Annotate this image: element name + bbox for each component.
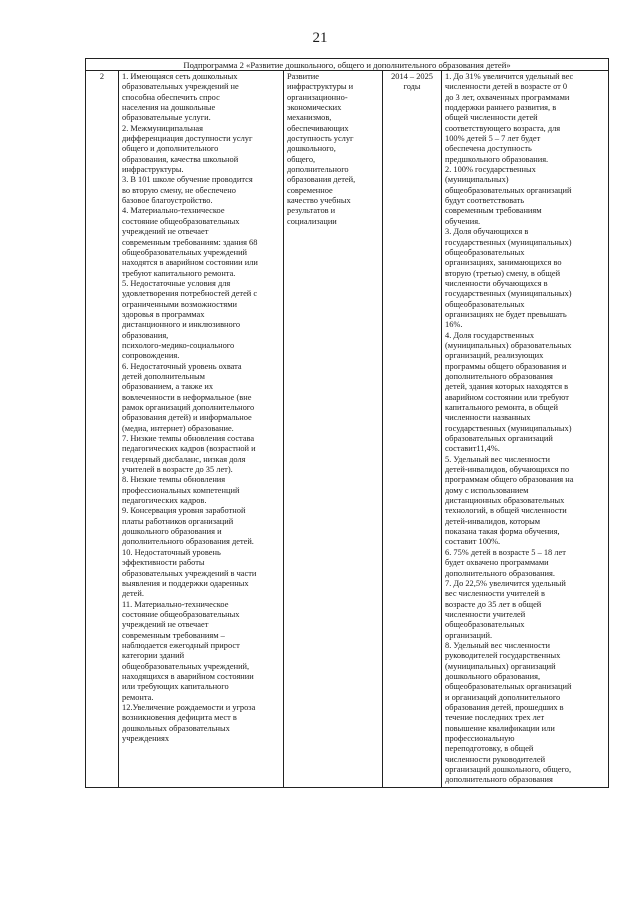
result-line: организациях, занимающихся во bbox=[445, 258, 562, 268]
problem-line: современным требованиям: здания 68 bbox=[122, 237, 258, 247]
problem-line: гендерный дисбаланс, низкая доля bbox=[122, 454, 246, 464]
result-line: до 3 лет, охваченных программами bbox=[445, 92, 570, 102]
problem-line: общего и дополнительного bbox=[122, 144, 219, 154]
result-line: детей-инвалидов, которым bbox=[445, 516, 541, 526]
direction-cell bbox=[284, 71, 383, 788]
subprogram-title: Подпрограмма 2 «Развитие дошкольного, общего и дополнительного образования детей» bbox=[86, 59, 609, 71]
result-line: 16%. bbox=[445, 320, 463, 330]
result-line: аварийном состоянии или требуют bbox=[445, 392, 569, 402]
result-line: соответствующего возраста, для bbox=[445, 123, 561, 133]
result-line: детей-инвалидов, обучающихся по bbox=[445, 465, 570, 475]
result-line: (муниципальных) bbox=[445, 175, 509, 185]
problem-line: находящихся в аварийном состоянии bbox=[122, 671, 254, 681]
result-line: составит11,4%. bbox=[445, 444, 500, 454]
result-line: профессиональную bbox=[445, 734, 515, 743]
result-line: 7. До 22,5% увеличится удельный bbox=[445, 578, 566, 588]
result-line: обучения. bbox=[445, 216, 481, 226]
result-line: организаций. bbox=[445, 630, 493, 640]
problem-line: педагогических кадров (возрастной и bbox=[122, 444, 256, 454]
result-line: государственных (муниципальных) bbox=[445, 237, 572, 247]
results-cell bbox=[442, 71, 609, 788]
result-line: вторую (третью) смену, в общей bbox=[445, 268, 561, 278]
result-line: и организаций дополнительного bbox=[445, 692, 561, 702]
problem-line: 7. Низкие темпы обновления состава bbox=[122, 434, 255, 444]
table-row bbox=[86, 71, 609, 788]
problems-cell bbox=[119, 71, 284, 788]
direction-line: Развитие bbox=[287, 72, 319, 81]
problem-line: населения на дошкольные bbox=[122, 103, 216, 113]
problem-line: базовое благоустройство. bbox=[122, 196, 213, 206]
direction-line: современное bbox=[287, 185, 333, 195]
problem-line: во вторую смену, не обеспечено bbox=[122, 185, 236, 195]
direction-line: результатов и bbox=[287, 206, 336, 216]
result-line: составит 100%. bbox=[445, 537, 501, 547]
result-line: поддержки раннего развития, в bbox=[445, 103, 557, 113]
problem-line: образовательные услуги. bbox=[122, 113, 211, 123]
problem-line: дошкольных образовательных bbox=[122, 723, 230, 733]
problem-line: или требующих капитального bbox=[122, 682, 229, 692]
result-line: руководителей государственных bbox=[445, 651, 561, 661]
problem-line: детей дополнительным bbox=[122, 371, 205, 381]
result-line: общеобразовательных организаций bbox=[445, 682, 572, 692]
problem-line: 12.Увеличение рождаемости и угроза bbox=[122, 702, 256, 712]
problem-line: платы работников организаций bbox=[122, 516, 234, 526]
problem-line: состояние общеобразовательных bbox=[122, 609, 240, 619]
problem-line: наблюдается ежегодный прирост bbox=[122, 640, 240, 650]
result-line: государственных (муниципальных) bbox=[445, 423, 572, 433]
result-line: организаций дошкольного, общего, bbox=[445, 765, 572, 775]
problem-line: инфраструктуры. bbox=[122, 165, 184, 175]
result-line: дошкольного образования, bbox=[445, 671, 541, 681]
period-cell bbox=[383, 71, 442, 788]
problem-line: дошкольного образования и bbox=[122, 527, 222, 537]
result-line: будут соответствовать bbox=[445, 196, 525, 206]
direction-line: дополнительного bbox=[287, 165, 349, 175]
problem-line: образовательных учреждений в части bbox=[122, 568, 257, 578]
result-line: организациях не будет превышать bbox=[445, 309, 567, 319]
direction-line: качество учебных bbox=[287, 196, 351, 206]
problem-line: образования, качества школьной bbox=[122, 154, 239, 164]
subprogram-header-row bbox=[86, 59, 609, 71]
page-number: 21 bbox=[312, 30, 328, 46]
result-line: обеспечена доступность bbox=[445, 144, 532, 154]
result-line: численности детей в возрасте от 0 bbox=[445, 82, 568, 92]
problem-line: дифференциация доступности услуг bbox=[122, 134, 253, 144]
period-line: 2014 – 2025 bbox=[391, 72, 433, 81]
problem-line: профессиональных компетенций bbox=[122, 485, 240, 495]
problem-line: 10. Недостаточный уровень bbox=[122, 547, 221, 557]
result-line: программы общего образования и bbox=[445, 361, 567, 371]
direction-line: социализации bbox=[287, 216, 337, 226]
result-line: численности названных bbox=[445, 413, 531, 423]
problem-line: сопровождения. bbox=[122, 351, 180, 361]
result-line: образовательных организаций bbox=[445, 434, 553, 444]
result-line: капитального ремонта, в общей bbox=[445, 403, 558, 412]
direction-line: инфраструктуры и bbox=[287, 82, 354, 92]
result-line: 1. До 31% увеличится удельный вес bbox=[445, 72, 574, 81]
result-line: 8. Удельный вес численности bbox=[445, 640, 550, 650]
result-line: 100% детей 5 – 7 лет будет bbox=[445, 134, 541, 144]
problem-line: образованием, а также их bbox=[122, 382, 214, 392]
problem-line: образовательных учреждений не bbox=[122, 82, 239, 92]
result-line: дому с использованием bbox=[445, 485, 529, 495]
problem-line: удовлетворения потребностей детей с bbox=[122, 289, 258, 299]
problem-line: ограниченными возможностями bbox=[122, 299, 238, 309]
direction-line: организационно- bbox=[287, 92, 348, 102]
problem-line: современным требованиям – bbox=[122, 630, 225, 640]
row-number: 2 bbox=[86, 71, 119, 788]
result-line: дополнительного образования bbox=[445, 371, 553, 381]
result-line: общеобразовательных bbox=[445, 620, 525, 630]
result-line: общей численности детей bbox=[445, 113, 538, 123]
problem-line: детей. bbox=[122, 589, 144, 599]
program-table bbox=[85, 58, 609, 788]
result-line: 6. 75% детей в возрасте 5 – 18 лет bbox=[445, 547, 566, 557]
problem-line: (медиа, интернет) образование. bbox=[122, 423, 234, 433]
result-line: будет охвачено программами bbox=[445, 558, 549, 568]
problem-line: ремонта. bbox=[122, 692, 154, 702]
result-line: общеобразовательных bbox=[445, 299, 525, 309]
problem-line: учреждений не отвечает bbox=[122, 620, 209, 630]
problem-line: выявления и поддержки одаренных bbox=[122, 578, 249, 588]
problem-line: 6. Недостаточный уровень охвата bbox=[122, 361, 242, 371]
result-line: общеобразовательных bbox=[445, 247, 525, 257]
problem-line: психолого-медико-социального bbox=[122, 340, 235, 350]
problem-line: категории зданий bbox=[122, 651, 185, 661]
problem-line: требуют капитального ремонта. bbox=[122, 268, 236, 278]
result-line: образования детей, прошедших в bbox=[445, 702, 564, 712]
problem-line: 3. В 101 школе обучение проводится bbox=[122, 175, 253, 185]
problem-line: возникновения дефицита мест в bbox=[122, 713, 237, 723]
problem-line: способна обеспечить спрос bbox=[122, 92, 220, 102]
result-line: государственных (муниципальных) bbox=[445, 289, 572, 299]
direction-line: обеспечивающих bbox=[287, 123, 349, 133]
result-line: возрасте до 35 лет в общей bbox=[445, 599, 542, 609]
problem-line: состояние общеобразовательных bbox=[122, 216, 240, 226]
problem-line: 5. Недостаточные условия для bbox=[122, 278, 231, 288]
problem-line: образования детей) и информальное bbox=[122, 413, 252, 423]
problem-line: дополнительного образования детей. bbox=[122, 537, 254, 547]
problem-line: педагогических кадров. bbox=[122, 496, 207, 506]
problem-line: общеобразовательных учреждений bbox=[122, 247, 248, 257]
result-line: 2. 100% государственных bbox=[445, 165, 536, 175]
problem-line: вовлеченности в неформальное (вне bbox=[122, 392, 252, 402]
direction-line: образования детей, bbox=[287, 175, 356, 185]
result-line: (муниципальных) организаций bbox=[445, 661, 556, 671]
result-line: общеобразовательных организаций bbox=[445, 185, 572, 195]
result-line: предшкольного образования. bbox=[445, 154, 549, 164]
problem-line: образования, bbox=[122, 330, 169, 340]
problem-line: 8. Низкие темпы обновления bbox=[122, 475, 226, 485]
result-line: дополнительного образования. bbox=[445, 568, 555, 578]
direction-line: дошкольного, bbox=[287, 144, 336, 154]
problem-line: эффективности работы bbox=[122, 558, 205, 568]
result-line: детей, здания которых находятся в bbox=[445, 382, 569, 392]
problem-line: находятся в аварийном состоянии или bbox=[122, 258, 258, 268]
direction-line: доступность услуг bbox=[287, 134, 354, 144]
result-line: дистанционных образовательных bbox=[445, 496, 565, 506]
result-line: численности обучающихся в bbox=[445, 278, 548, 288]
result-line: программам общего образования на bbox=[445, 475, 574, 485]
problem-line: 9. Консервация уровня заработной bbox=[122, 506, 246, 516]
result-line: численности учителей bbox=[445, 609, 526, 619]
problem-line: учреждениях bbox=[122, 734, 170, 743]
problem-line: 11. Материально-техническое bbox=[122, 599, 229, 609]
result-line: организаций, реализующих bbox=[445, 351, 544, 361]
result-line: вес численности учителей в bbox=[445, 589, 545, 599]
direction-line: общего, bbox=[287, 154, 316, 164]
problem-line: 2. Межмуниципальная bbox=[122, 123, 203, 133]
direction-line: экономических bbox=[287, 103, 342, 113]
result-line: современным требованиям bbox=[445, 206, 542, 216]
problem-line: учителей в возрасте до 35 лет). bbox=[122, 465, 233, 475]
result-line: численности руководителей bbox=[445, 754, 546, 764]
result-line: переподготовку, в общей bbox=[445, 744, 534, 754]
problem-line: дистанционного и инклюзивного bbox=[122, 320, 241, 330]
result-line: 3. Доля обучающихся в bbox=[445, 227, 529, 237]
result-line: технологий, в общей численности bbox=[445, 506, 567, 516]
direction-line: механизмов, bbox=[287, 113, 332, 123]
problem-line: учреждений не отвечает bbox=[122, 227, 209, 237]
result-line: дополнительного образования bbox=[445, 775, 553, 785]
result-line: 5. Удельный вес численности bbox=[445, 454, 550, 464]
result-line: течение последних трех лет bbox=[445, 713, 545, 723]
problem-line: 4. Материально-техническое bbox=[122, 206, 225, 216]
problem-line: рамок организаций дополнительного bbox=[122, 403, 255, 412]
problem-line: здоровья в программах bbox=[122, 309, 205, 319]
result-line: показана такая форма обучения, bbox=[445, 527, 560, 537]
result-line: 4. Доля государственных bbox=[445, 330, 535, 340]
problem-line: 1. Имеющаяся сеть дошкольных bbox=[122, 72, 238, 81]
result-line: повышение квалификации или bbox=[445, 723, 555, 733]
result-line: (муниципальных) образовательных bbox=[445, 340, 572, 350]
problem-line: общеобразовательных учреждений, bbox=[122, 661, 250, 671]
period-line: годы bbox=[403, 82, 421, 92]
